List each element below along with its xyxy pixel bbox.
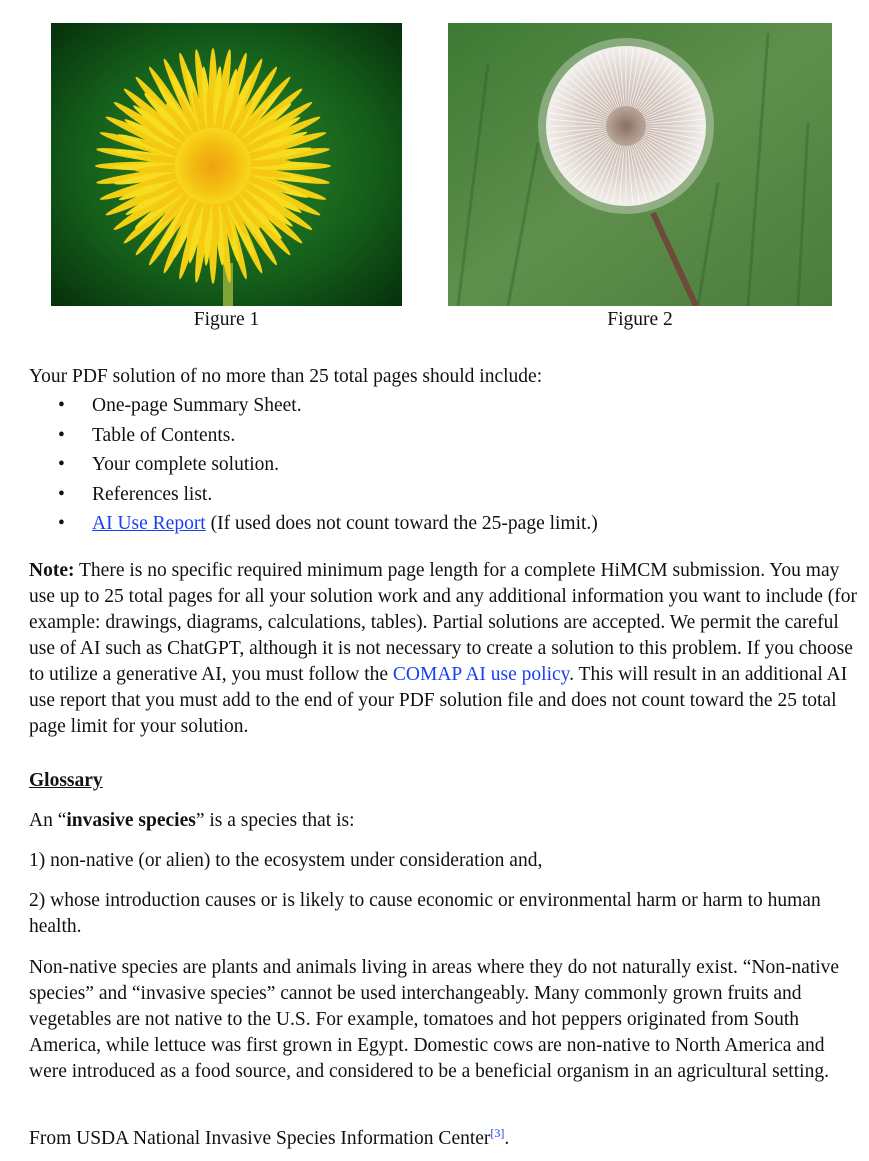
- list-item: • One-page Summary Sheet.: [58, 391, 598, 421]
- invasive-species-definition: An “invasive species” is a species that is:: [29, 810, 355, 831]
- ai-use-report-link[interactable]: AI Use Report: [92, 513, 206, 534]
- bullet-icon: •: [58, 424, 65, 446]
- reference-3-link[interactable]: [3]: [490, 1126, 505, 1140]
- list-item: • Your complete solution.: [58, 450, 598, 480]
- bullet-icon: •: [58, 454, 65, 475]
- bullet-icon: •: [58, 483, 65, 505]
- figure-2-image: [448, 23, 832, 306]
- list-item: • Table of Contents.: [58, 421, 598, 451]
- non-native-paragraph: Non-native species are plants and animals living in areas where they do not naturally exist. “Non-native species” and “invasive species” cannot be used interchangeably. Many commonly grown fruits and vegetables are not native to the U.S. For example, tomatoes and hot peppers originated from South America, while lettuce was first grown in Egypt. Domestic cows are non-native to North America and were introduced as a food source, and considered to be a beneficial organism in an agricultural setting.: [29, 957, 840, 1082]
- source-citation: From USDA National Invasive Species Information Center[3].: [29, 1126, 510, 1149]
- bullet-icon: •: [58, 395, 65, 416]
- note-paragraph: Note: There is no specific required minimum page length for a complete HiMCM submission. You may use up to 25 total pages for all your solution work and any additional information you want to include (for example: drawings, diagrams, calculations, tables). Partial solutions are accepted. We permit the careful use of AI such as ChatGPT, although it is not necessary to create a solution to this problem. If you choose to utilize a generative AI, you must follow the COMAP AI use policy. This will result in an additional AI use report that you must add to the end of your PDF solution file and does not count toward the 25 total page limit for your solution.: [29, 560, 858, 737]
- requirements-intro: Your PDF solution of no more than 25 total pages should include:: [29, 366, 543, 387]
- comap-ai-policy-link[interactable]: COMAP AI use policy: [392, 664, 570, 685]
- definition-point-2: 2) whose introduction causes or is likely to cause economic or environmental harm or harm to human health.: [29, 890, 821, 937]
- requirements-list: [58, 391, 598, 539]
- definition-point-1: 1) non-native (or alien) to the ecosystem under consideration and,: [29, 850, 543, 871]
- figure-2-caption: Figure 2: [607, 309, 673, 330]
- figure-1-image: [51, 23, 402, 306]
- note-label: Note:: [29, 560, 75, 581]
- list-item: • AI Use Report (If used does not count toward the 25-page limit.): [58, 509, 598, 539]
- bullet-icon: •: [58, 513, 65, 534]
- figure-1-caption: Figure 1: [193, 309, 260, 330]
- glossary-heading: Glossary: [29, 770, 103, 791]
- list-item: • References list.: [58, 480, 598, 510]
- defined-term: invasive species: [66, 810, 196, 831]
